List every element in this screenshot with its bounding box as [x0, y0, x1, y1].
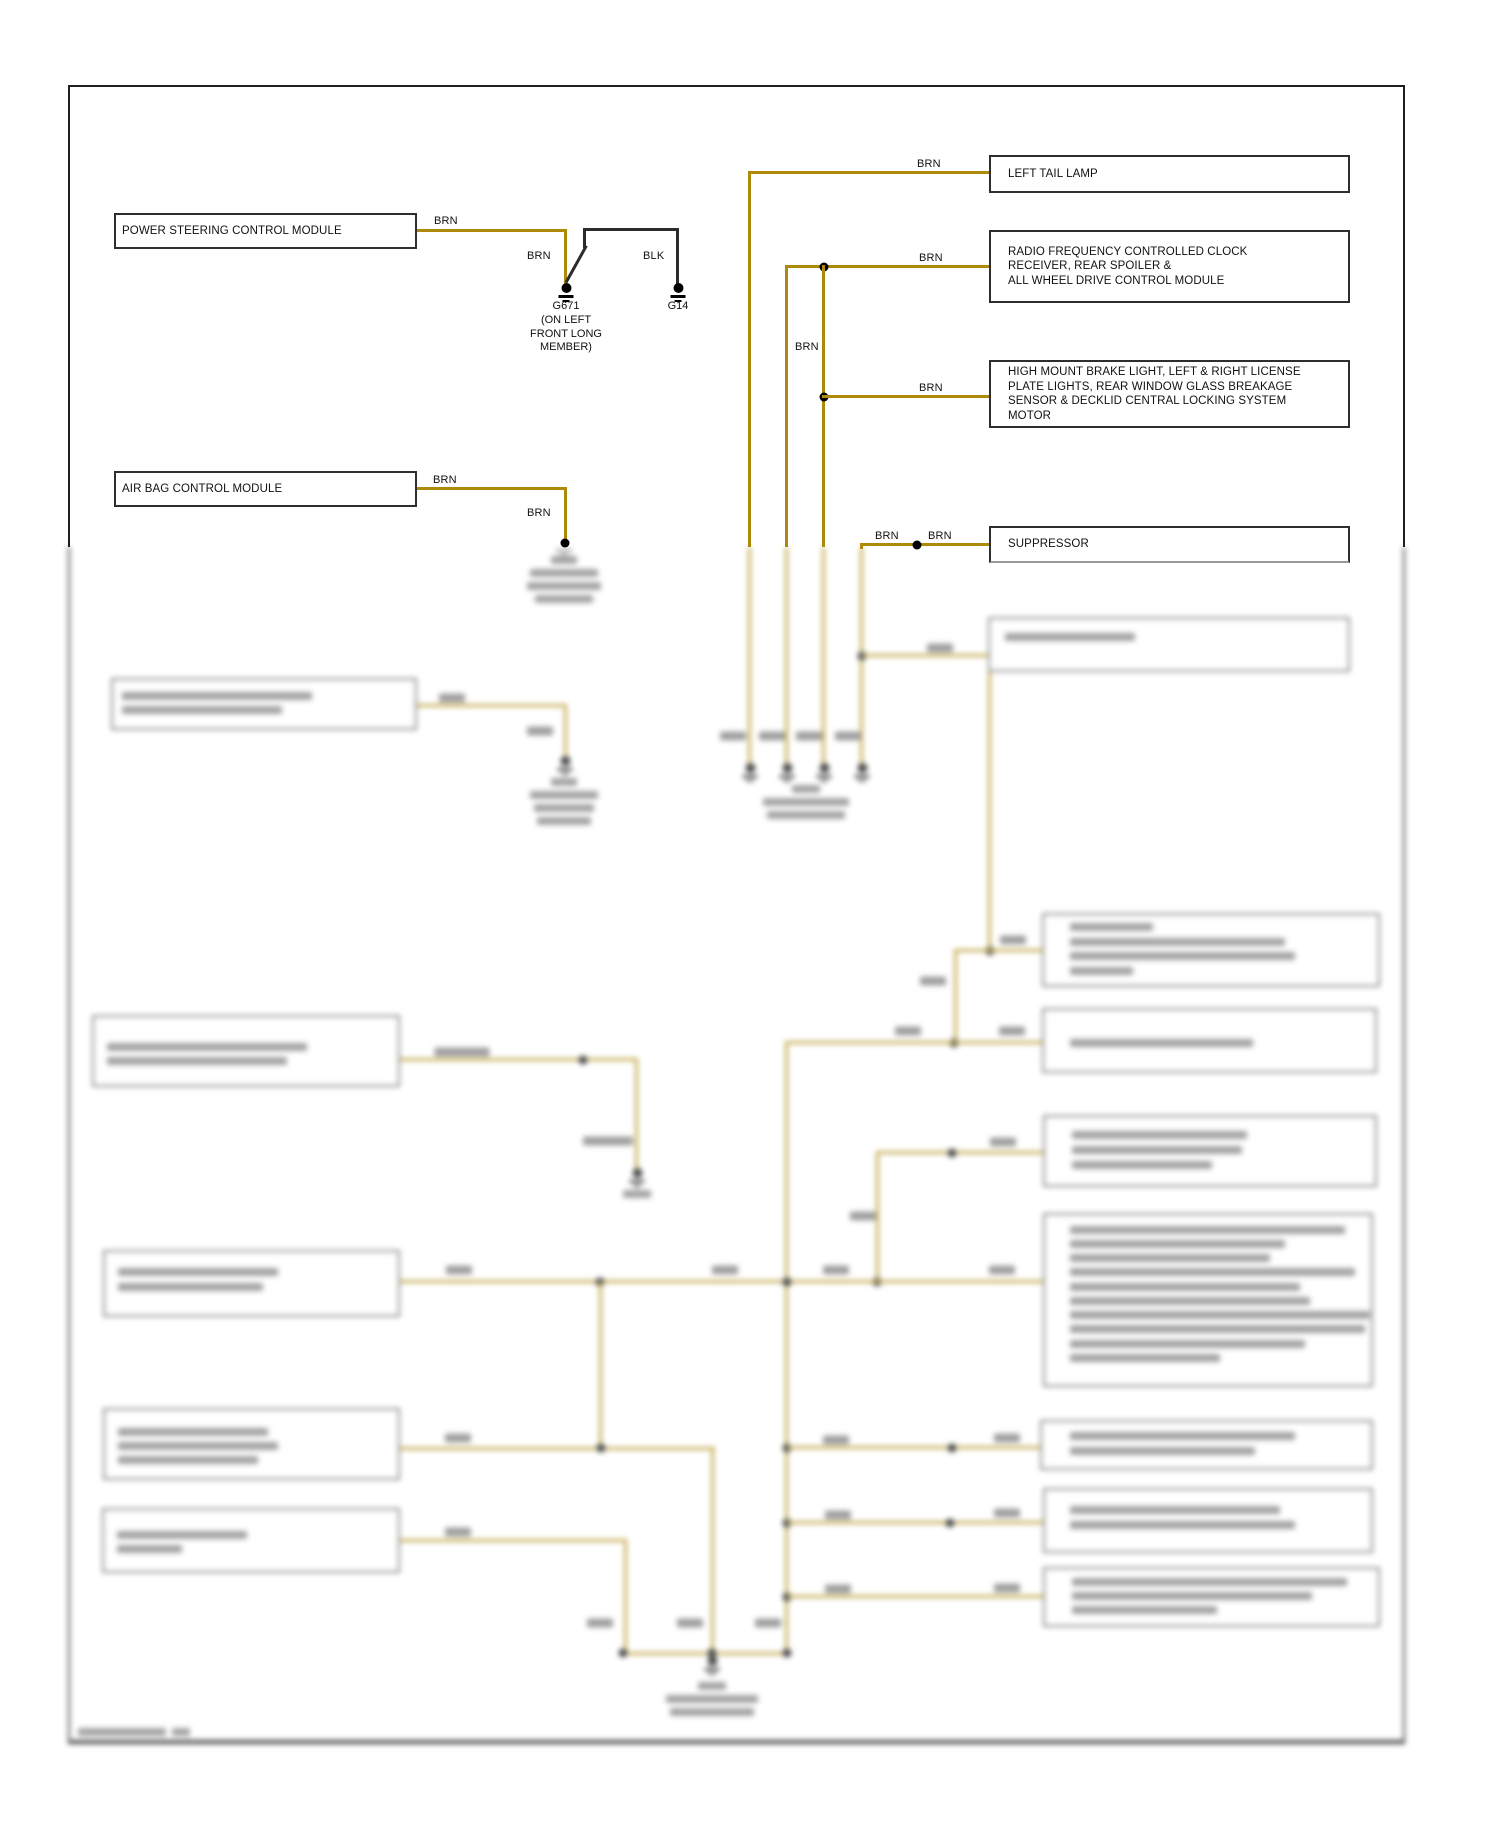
- wire-color-label: [439, 694, 465, 703]
- page-border-right-upper: [1403, 85, 1405, 547]
- wire-color-label: [587, 1619, 613, 1628]
- junction-dot: [948, 1444, 957, 1453]
- wire-horizontal: [787, 1446, 1040, 1449]
- wire-horizontal: [400, 1058, 638, 1061]
- wire-vertical: [635, 1058, 638, 1173]
- wire-color-label: [583, 1137, 633, 1146]
- ground-label-line: [623, 1190, 651, 1198]
- ground-symbol: [743, 763, 758, 782]
- ground-label-line: [527, 582, 601, 590]
- wire-horizontal: [400, 1539, 627, 1542]
- wire-vertical: [599, 1282, 602, 1449]
- wire-vertical-3: [822, 265, 825, 547]
- wire-vertical: [954, 949, 957, 1044]
- blurred-box-text: [1072, 1146, 1242, 1154]
- junction-dot: [783, 1278, 792, 1287]
- wire-color-label: BRN: [527, 250, 551, 262]
- wire-vertical: [785, 547, 788, 769]
- blurred-box-text: [1070, 938, 1285, 946]
- blurred-box-text: [1070, 1254, 1270, 1262]
- ground-label-line: [530, 569, 598, 577]
- wire-horizontal: [400, 1280, 1043, 1283]
- module-box-high-mount: [989, 360, 1350, 428]
- ground-label-g14: G14: [667, 300, 689, 312]
- blurred-box-text: [118, 1442, 278, 1450]
- wire-vertical-1: [748, 171, 751, 547]
- blurred-box-text: [1070, 1325, 1365, 1333]
- module-box-radio-clock: [989, 230, 1350, 303]
- blurred-box-text: [1070, 1226, 1345, 1234]
- wire-horizontal: [787, 1041, 1042, 1044]
- wire-color-label: [527, 727, 553, 736]
- wire-vertical: [564, 704, 567, 759]
- ground-symbol: [780, 763, 795, 782]
- blurred-module-box: [1040, 1420, 1373, 1470]
- wire-to-suppressor: [860, 543, 990, 546]
- ground-label-line: [670, 1708, 754, 1716]
- page-border-left-lower: [68, 547, 70, 1743]
- blurred-box-text: [1070, 1506, 1280, 1514]
- blurred-box-text: [107, 1043, 307, 1051]
- wire-color-label: [720, 732, 746, 741]
- module-label: AIR BAG CONTROL MODULE: [122, 482, 283, 495]
- ground-symbol: [558, 756, 573, 775]
- module-label-line: PLATE LIGHTS, REAR WINDOW GLASS BREAKAGE: [1008, 380, 1293, 393]
- module-label: SUPPRESSOR: [1008, 538, 1089, 551]
- ground-label-line: [698, 1682, 726, 1690]
- wire-color-label: [999, 1027, 1025, 1036]
- page-border-bottom: [68, 1740, 1405, 1744]
- blurred-box-text: [1005, 633, 1135, 641]
- wire-color-label: BRN: [919, 252, 943, 264]
- wire-vertical-2: [785, 265, 788, 547]
- blurred-box-text: [1072, 1592, 1312, 1600]
- wire-color-label: [825, 1585, 851, 1594]
- wire-color-label: [445, 1528, 471, 1537]
- module-label-line: RECEIVER, REAR SPOILER &: [1008, 260, 1172, 273]
- blurred-box-text: [1070, 952, 1295, 960]
- blurred-box-text: [118, 1456, 258, 1464]
- ground-dot-air-bag: [561, 539, 570, 548]
- page-border-top: [68, 85, 1405, 87]
- ground-symbol-bar: [556, 549, 572, 552]
- wire-horizontal: [400, 1447, 715, 1450]
- blurred-box-text: [1070, 967, 1133, 975]
- wire-vertical: [822, 547, 825, 769]
- junction-dot: [948, 1149, 957, 1158]
- blurred-module-box: [102, 1508, 400, 1573]
- wire-horizontal: [877, 1151, 1043, 1154]
- wire-color-label: BRN: [527, 507, 551, 519]
- page-border-right-lower: [1403, 547, 1405, 1743]
- wire-to-radio-clock: [785, 265, 990, 268]
- ground-label-line: [534, 804, 594, 812]
- wire-color-label: BRN: [919, 382, 943, 394]
- wire-color-label: [835, 732, 861, 741]
- blurred-box-text: [118, 1283, 263, 1291]
- wire-vertical: [748, 547, 751, 769]
- module-label-line: HIGH MOUNT BRAKE LIGHT, LEFT & RIGHT LICENSE: [1008, 366, 1301, 378]
- wire-color-label: [677, 1619, 703, 1628]
- ground-label-line: [535, 595, 593, 603]
- blurred-box-text: [1070, 1447, 1255, 1455]
- blurred-box-text: [1072, 1131, 1247, 1139]
- junction-dot: [913, 541, 922, 550]
- wire-color-label: [435, 1048, 490, 1057]
- wire-color-label: [927, 644, 953, 653]
- wire-horizontal: [787, 1521, 1043, 1524]
- ground-label-line: [792, 785, 820, 793]
- blurred-box-text: [1070, 1283, 1300, 1291]
- wire-color-label: [796, 732, 822, 741]
- ground-label-line: [551, 556, 577, 564]
- module-label-line: RADIO FREQUENCY CONTROLLED CLOCK: [1008, 245, 1248, 258]
- blurred-box-text: [1072, 1578, 1347, 1586]
- blurred-box-text: [1070, 1240, 1285, 1248]
- junction-dot: [783, 1649, 792, 1658]
- wire-vertical: [876, 1151, 879, 1282]
- wire-color-label: [850, 1212, 876, 1221]
- ground-label-line: [767, 811, 845, 819]
- blurred-module-box: [92, 1015, 400, 1087]
- wire-color-label: [823, 1436, 849, 1445]
- ground-label-line: [763, 798, 849, 806]
- ground-symbol: [855, 763, 870, 782]
- wire-color-label: [920, 977, 946, 986]
- wire-vertical-4-stub: [860, 543, 863, 549]
- module-box-air-bag: [114, 471, 417, 507]
- module-label-line: MOTOR: [1008, 409, 1052, 422]
- blurred-box-text: [122, 692, 312, 700]
- module-box-left-tail-lamp: [989, 155, 1350, 193]
- ground-label-g671: G671 (ON LEFT FRONT LONG MEMBER): [530, 300, 602, 354]
- wire-vertical: [988, 672, 991, 952]
- wire-horizontal: [622, 1652, 788, 1655]
- wire-horizontal: [862, 654, 990, 657]
- ground-label-line: [666, 1695, 758, 1703]
- page-border-left-upper: [68, 85, 70, 547]
- junction-dot: [946, 1519, 955, 1528]
- wire-horizontal: [954, 949, 1042, 952]
- wire-color-label: BRN: [917, 158, 941, 170]
- wire-to-high-mount: [822, 395, 990, 398]
- module-box-power-steering: [114, 213, 417, 249]
- blurred-box-text: [1070, 1521, 1295, 1529]
- wire-vertical: [624, 1539, 627, 1655]
- module-box-suppressor: [989, 526, 1350, 563]
- wire-color-label: BRN: [434, 215, 458, 227]
- wire-color-label: BRN: [795, 341, 819, 353]
- blurred-box-text: [1070, 1340, 1305, 1348]
- ground-label-line: [551, 778, 577, 786]
- blurred-box-text: [1070, 1268, 1355, 1276]
- module-label: POWER STEERING CONTROL MODULE: [122, 224, 342, 237]
- wire-to-left-tail-lamp: [748, 171, 990, 174]
- wire-brn-power-steering: [417, 229, 567, 232]
- wire-blk-vertical-right: [676, 228, 679, 284]
- wire-color-label: [994, 1584, 1020, 1593]
- blurred-module-box: [988, 617, 1350, 672]
- blurred-box-text: [117, 1531, 247, 1539]
- wire-blk-horizontal: [583, 228, 679, 231]
- wire-vertical: [785, 1041, 788, 1656]
- ground-symbol: [630, 1168, 645, 1187]
- wire-color-label: BRN: [433, 474, 457, 486]
- diagram-id-text: [172, 1728, 190, 1736]
- diagram-id-text: [78, 1728, 166, 1736]
- wire-vertical: [711, 1447, 714, 1655]
- wire-color-label: BRN: [875, 530, 899, 542]
- wire-color-label: [994, 1509, 1020, 1518]
- blurred-box-text: [118, 1428, 268, 1436]
- wire-color-label: [759, 732, 785, 741]
- blurred-box-text: [1070, 923, 1153, 931]
- wire-color-label: [895, 1027, 921, 1036]
- wire-color-label: [825, 1511, 851, 1520]
- ground-symbol: [705, 1656, 720, 1675]
- wire-color-label: [1000, 936, 1026, 945]
- blurred-box-text: [1072, 1606, 1217, 1614]
- junction-dot: [597, 1444, 606, 1453]
- module-label-line: ALL WHEEL DRIVE CONTROL MODULE: [1008, 274, 1225, 287]
- wire-color-label: [989, 1266, 1015, 1275]
- blurred-box-text: [1072, 1161, 1212, 1169]
- blurred-box-text: [1070, 1354, 1220, 1362]
- junction-dot: [579, 1056, 588, 1065]
- wire-color-label: [712, 1266, 738, 1275]
- blurred-box-text: [118, 1268, 278, 1276]
- wire-color-label: [994, 1434, 1020, 1443]
- module-label-line: SENSOR & DECKLID CENTRAL LOCKING SYSTEM: [1008, 395, 1287, 407]
- wire-color-label: [990, 1138, 1016, 1147]
- wire-color-label: [823, 1266, 849, 1275]
- wire-horizontal: [417, 704, 567, 707]
- wire-color-label: [446, 1266, 472, 1275]
- wire-brn-air-bag-v: [564, 487, 567, 542]
- blurred-box-text: [107, 1057, 287, 1065]
- blurred-box-text: [1070, 1297, 1310, 1305]
- blurred-box-text: [117, 1545, 182, 1553]
- blurred-box-text: [1070, 1039, 1253, 1047]
- junction-dot: [619, 1649, 628, 1658]
- wire-brn-air-bag: [417, 487, 567, 490]
- wire-color-label: [755, 1619, 781, 1628]
- blurred-module-box: [111, 678, 417, 730]
- wire-color-label: BRN: [928, 530, 952, 542]
- wire-color-label: BLK: [643, 250, 665, 262]
- ground-label-line: [537, 817, 591, 825]
- ground-symbol: [817, 763, 832, 782]
- blurred-box-text: [1070, 1311, 1370, 1319]
- blurred-box-text: [122, 706, 282, 714]
- wire-horizontal: [787, 1595, 1043, 1598]
- module-label: LEFT TAIL LAMP: [1008, 167, 1098, 180]
- wire-color-label: [445, 1434, 471, 1443]
- ground-label-line: [530, 791, 598, 799]
- blurred-box-text: [1070, 1432, 1295, 1440]
